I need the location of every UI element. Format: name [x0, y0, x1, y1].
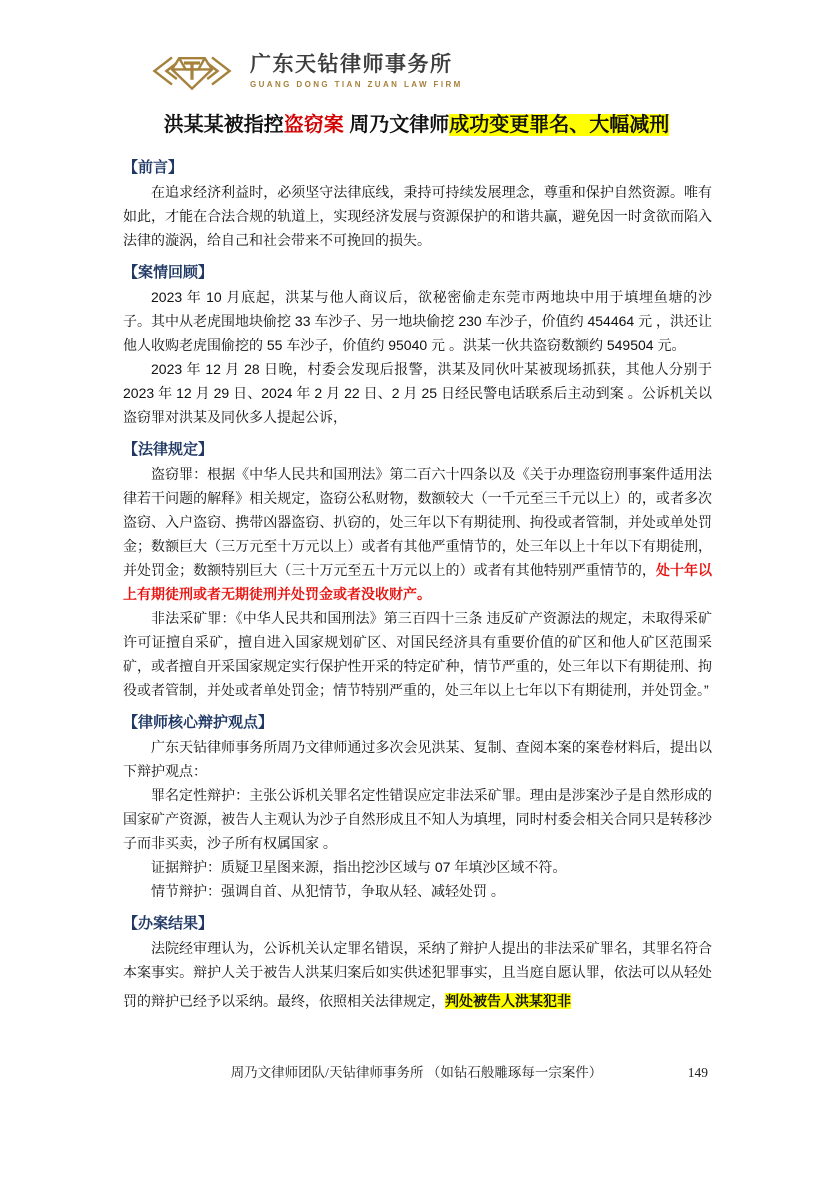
- text-segment-plain: 2023 年 10 月底起，洪某与他人商议后，欲秘密偷走东莞市两地块中用于填埋鱼塘的沙子。其中从老虎围地块偷挖 33 车沙子、另一地块偷挖 230 车沙子，价值约 454464 元 ，洪还让他人收购老虎围偷挖的 55 车沙子，价值约 95040 元 。洪某一伙共盗窃数额约 549504 元。: [123, 289, 712, 353]
- paragraph: [123, 285, 712, 357]
- text-segment-red: 盗窃案: [283, 114, 344, 136]
- paragraph: [123, 180, 712, 252]
- law-firm-logo-text: [250, 53, 463, 89]
- paragraph: [123, 879, 712, 903]
- document-section: [123, 711, 712, 903]
- section-heading: 【办案结果】: [123, 915, 214, 932]
- paragraph: [123, 357, 712, 429]
- section-heading: 【前言】: [123, 159, 184, 176]
- page-number: 149: [687, 1065, 708, 1080]
- text-segment-plain: 洪某某被指控: [163, 114, 284, 136]
- text-segment-plain: 盗窃罪：根据《中华人民共和国刑法》第二百六十四条以及《关于办理盗窃刑事案件适用法律若干问题的解释》相关规定，盗窃公私财物，数额较大（一千元至三千元以上）的，或者多次盗窃、入户盗窃、携带凶器盗窃、扒窃的，处三年以下有期徒刑、拘役或者管制，并处或单处罚金；数额巨大（三万元至十万元以上）或者有其他严重情节的，处三年以上十年以下有期徒刑，并处罚金；数额特别巨大（三十万元至五十万元以上的）或者有其他特别严重情节的，: [123, 466, 712, 578]
- text-segment-red: 处十年以上有期徒刑或者无期徒刑并处罚金或者没收财产。: [123, 562, 713, 602]
- law-firm-name-cn: 广东天钻律师事务所: [250, 53, 453, 76]
- paragraph: [123, 783, 712, 855]
- law-firm-name-en: GUANG DONG TIAN ZUAN LAW FIRM: [250, 80, 463, 89]
- letterhead: [0, 0, 833, 98]
- text-segment-highlight: 判处被告人洪某犯非: [445, 993, 571, 1009]
- paragraph: [123, 735, 712, 783]
- paragraph: [123, 462, 712, 606]
- text-segment-plain: 非法采矿罪：《中华人民共和国刑法》第三百四十三条 违反矿产资源法的规定，未取得采矿许可证擅自采矿，擅自进入国家规划矿区、对国民经济具有重要价值的矿区和他人矿区范围采矿，或者擅自开采国家规定实行保护性开采的特定矿种，情节严重的，处三年以下有期徒刑、拘役或者管制，并处或者单处罚金；情节特别严重的，处三年以上七年以下有期徒刑，并处罚金。”: [123, 610, 712, 698]
- document-body: [123, 156, 712, 1018]
- paragraph: [123, 606, 712, 702]
- text-segment-plain: 在追求经济利益时，必须坚守法律底线，秉持可持续发展理念，尊重和保护自然资源。唯有如此，才能在合法合规的轨道上，实现经济发展与资源保护的和谐共赢，避免因一时贪欲而陷入法律的漩涡，给自己和社会带来不可挽回的损失。: [123, 184, 712, 248]
- paragraph: [123, 936, 712, 1018]
- section-heading: 【律师核心辩护观点】: [123, 714, 274, 731]
- text-segment-plain: 广东天钻律师事务所周乃文律师通过多次会见洪某、复制、查阅本案的案卷材料后，提出以下辩护观点：: [123, 739, 712, 779]
- text-segment-highlight: 成功变更罪名、大幅减刑: [449, 114, 670, 136]
- text-segment-plain: 法院经审理认为，公诉机关认定罪名错误，采纳了辩护人提出的非法采矿罪名，其罪名符合本案事实。辩护人关于被告人洪某归案后如实供述犯罪事实，且当庭自愿认罪，依法可以从轻处罚的辩护已经予以采纳。最终，依照相关法律规定，: [123, 940, 712, 1009]
- text-segment-plain: 2023 年 12 月 28 日晚，村委会发现后报警，洪某及同伙叶某被现场抓获，其他人分别于 2023 年 12 月 29 日、2024 年 2 月 22 日、2 月 25 日经民警电话联系后主动到案 。公诉机关以盗窃罪对洪某及同伙多人提起公诉，: [123, 361, 712, 425]
- page-footer: [123, 1063, 710, 1083]
- footer-text: 周乃文律师团队/天钻律师事务所 （如钻石般雕琢每一宗案件）: [230, 1065, 603, 1080]
- document-section: [123, 261, 712, 429]
- section-heading: 【案情回顾】: [123, 264, 214, 281]
- section-heading: 【法律规定】: [123, 441, 214, 458]
- document-section: [123, 438, 712, 702]
- paragraph: [123, 855, 712, 879]
- text-segment-plain: 情节辩护：强调自首、从犯情节，争取从轻、减轻处罚 。: [151, 883, 505, 899]
- text-segment-plain: 周乃文律师: [343, 114, 450, 136]
- text-segment-plain: 证据辩护：质疑卫星图来源，指出挖沙区域与 07 年填沙区域不符。: [151, 859, 567, 875]
- text-segment-plain: 罪名定性辩护：主张公诉机关罪名定性错误应定非法采矿罪。理由是涉案沙子是自然形成的国家矿产资源，被告人主观认为沙子自然形成且不知人为填埋，同时村委会相关合同只是转移沙子而非买卖，沙子所有权属国家 。: [123, 787, 712, 851]
- document-section: [123, 912, 712, 1018]
- page-title: [55, 110, 778, 140]
- diamond-logo-icon: [148, 45, 236, 97]
- document-section: [123, 156, 712, 252]
